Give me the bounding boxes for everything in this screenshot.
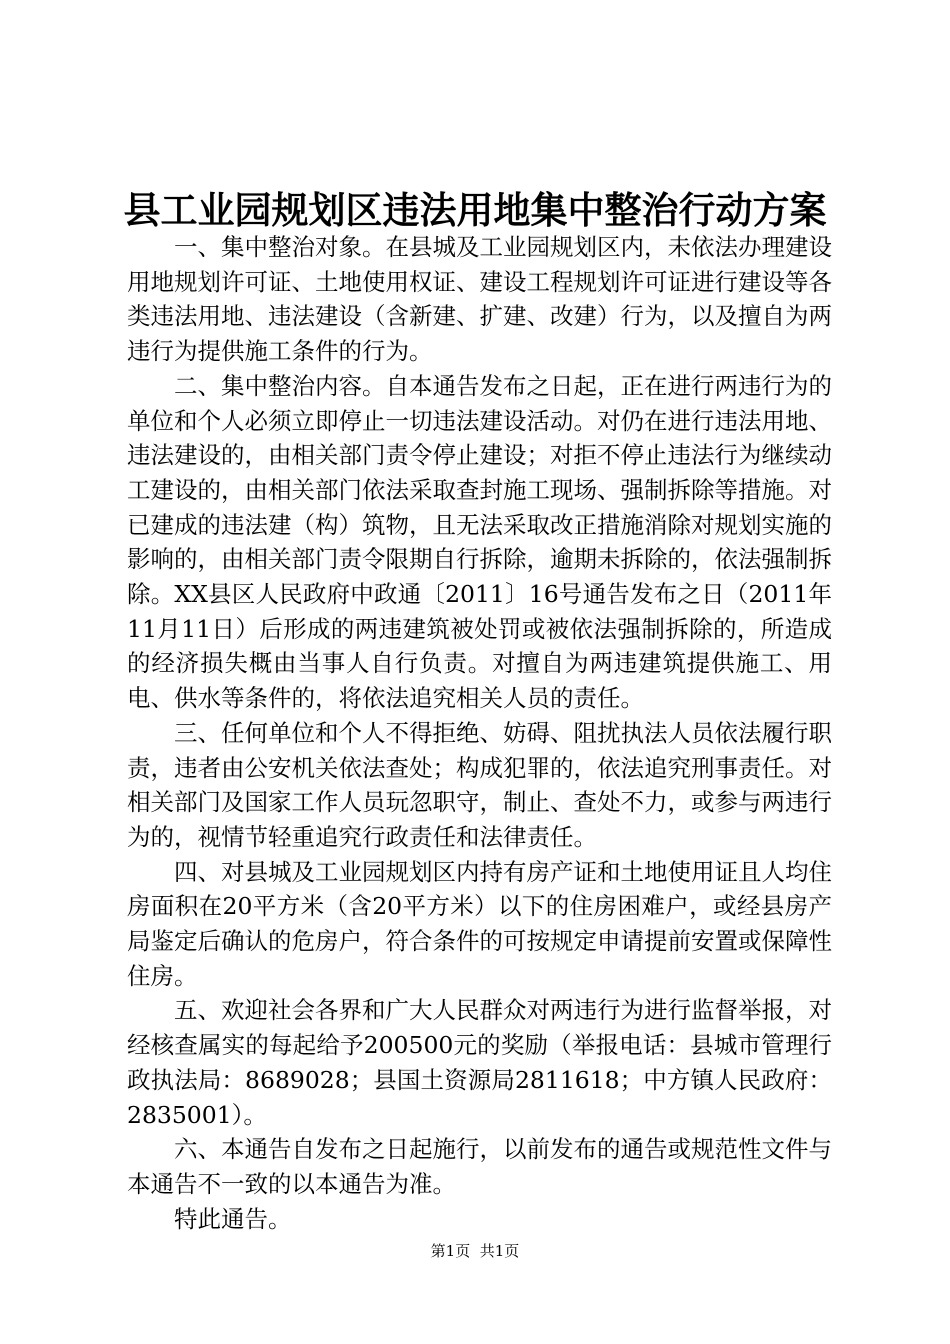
paragraph-4: 四、对县城及工业园规划区内持有房产证和土地使用证且人均住房面积在20平方米（含20平方米）以下的住房困难户，或经县房产局鉴定后确认的危房户，符合条件的可按规定申请提前安置或保障性住房。 (127, 857, 832, 990)
paragraph-1: 一、集中整治对象。在县城及工业园规划区内，未依法办理建设用地规划许可证、土地使用权证、建设工程规划许可证进行建设等各类违法用地、违法建设（含新建、扩建、改建）行为，以及擅自为两违行为提供施工条件的行为。 (127, 233, 832, 366)
paragraph-2: 二、集中整治内容。自本通告发布之日起，正在进行两违行为的单位和个人必须立即停止一切违法建设活动。对仍在进行违法用地、违法建设的，由相关部门责令停止建设；对拒不停止违法行为继续动工建设的，由相关部门依法采取查封施工现场、强制拆除等措施。对已建成的违法建（构）筑物，且无法采取改正措施消除对规划实施的影响的，由相关部门责令限期自行拆除，逾期未拆除的，依法强制拆除。XX县区人民政府中政通〔2011〕16号通告发布之日（2011年11月11日）后形成的两违建筑被处罚或被依法强制拆除的，所造成的经济损失概由当事人自行负责。对擅自为两违建筑提供施工、用电、供水等条件的，将依法追究相关人员的责任。 (127, 371, 832, 713)
page-number: 第1页 (430, 1242, 471, 1260)
document-body (127, 230, 832, 1236)
closing-line: 特此通告。 (174, 1204, 292, 1233)
page-footer (0, 1240, 950, 1262)
paragraph-3: 三、任何单位和个人不得拒绝、妨碍、阻扰执法人员依法履行职责，违者由公安机关依法查处；构成犯罪的，依法追究刑事责任。对相关部门及国家工作人员玩忽职守，制止、查处不力，或参与两违行为的，视情节轻重追究行政责任和法律责任。 (127, 718, 832, 851)
document-title: 县工业园规划区违法用地集中整治行动方案 (123, 188, 827, 232)
paragraph-6: 六、本通告自发布之日起施行，以前发布的通告或规范性文件与本通告不一致的以本通告为准。 (127, 1135, 832, 1198)
page-total: 共1页 (479, 1242, 520, 1260)
paragraph-5: 五、欢迎社会各界和广大人民群众对两违行为进行监督举报，对经核查属实的每起给予200500元的奖励（举报电话：县城市管理行政执法局：8689028；县国土资源局2811618；中方镇人民政府：2835001）。 (127, 996, 832, 1129)
